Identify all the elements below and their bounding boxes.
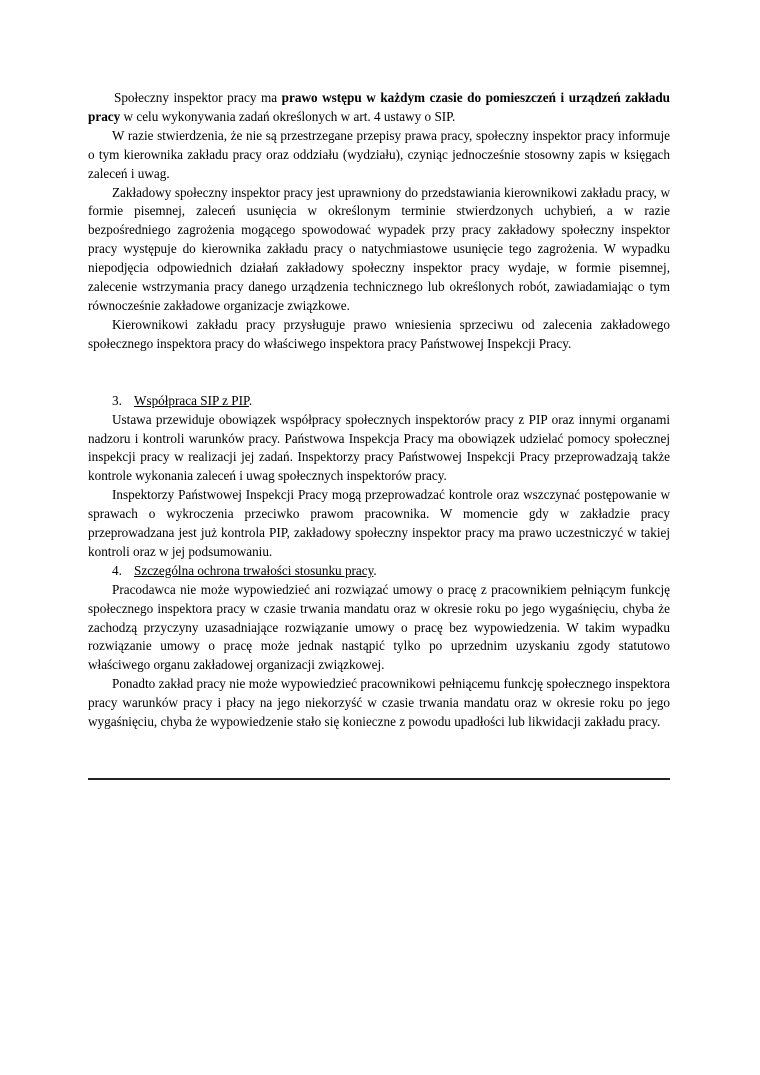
paragraph: Ustawa przewiduje obowiązek współpracy społecznych inspektorów pracy z PIP oraz innymi organami nadzoru i kontroli warunków pracy. Państwowa Inspekcja Pracy ma obowiązek udzielać pomocy społecznej inspekcji pracy w realizacji jej zadań. Inspektorzy pracy Państwowej Inspekcji Pracy przeprowadzają także kontrole wykonania zaleceń i uwag społecznych inspektorów pracy. bbox=[88, 411, 670, 484]
paragraph: Kierownikowi zakładu pracy przysługuje prawo wniesienia sprzeciwu od zalecenia zakładowego społecznego inspektora pracy do właściwego inspektora pracy Państwowej Inspekcji Pracy. bbox=[88, 316, 670, 351]
paragraph: W razie stwierdzenia, że nie są przestrzegane przepisy prawa pracy, społeczny inspektor pracy informuje o tym kierownika zakładu pracy oraz oddziału (wydziału), czyniąc jednocześnie stosowny zapis w księgach zaleceń i uwag. bbox=[88, 127, 670, 181]
section-3 bbox=[88, 392, 670, 562]
document-body bbox=[88, 89, 670, 732]
section-number: 4. bbox=[112, 562, 122, 578]
section-heading bbox=[88, 392, 670, 411]
text-run: w celu wykonywania zadań określonych w art. 4 ustawy o SIP. bbox=[120, 108, 456, 124]
section-rights bbox=[88, 89, 670, 354]
paragraph: Zakładowy społeczny inspektor pracy jest uprawniony do przedstawiania kierownikowi zakładu pracy, w formie pisemnej, zaleceń usunięcia w określonym terminie stwierdzonych uchybień, a w razie bezpośredniego zagrożenia mogącego spowodować wypadek przy pracy zakładowy społeczny inspektor pracy występuje do kierownika zakładu pracy o natychmiastowe usunięcie tego zagrożenia. W wypadku niepodjęcia odpowiednich działań zakładowy społeczny inspektor pracy wydaje, w formie pisemnej, zalecenie wstrzymania pracy danego urządzenia technicznego lub określonych robót, zawiadamiając o tym równocześnie zakładowe organizacje związkowe. bbox=[88, 184, 670, 313]
paragraph: Pracodawca nie może wypowiedzieć ani rozwiązać umowy o pracę z pracownikiem pełniącym funkcję społecznego inspektora pracy w czasie trwania mandatu oraz w okresie roku po jego wygaśnięciu, chyba że zachodzą przyczyny uzasadniające rozwiązanie umowy o pracę bez wypowiedzenia. W takim wypadku rozwiązanie umowy o pracę może jednak nastąpić tylko po uprzednim uzyskaniu zgody statutowo właściwego organu zakładowej organizacji związkowej. bbox=[88, 581, 670, 673]
section-4 bbox=[88, 562, 670, 732]
section-heading bbox=[88, 562, 670, 581]
section-title: Współpraca SIP z PIP bbox=[134, 392, 249, 408]
title-suffix: . bbox=[248, 392, 253, 408]
spacer bbox=[88, 354, 670, 392]
section-title: Szczególna ochrona trwałości stosunku pracy bbox=[134, 562, 374, 578]
paragraph bbox=[88, 89, 670, 127]
bottom-rule bbox=[88, 778, 670, 780]
title-suffix: . bbox=[373, 562, 377, 578]
paragraph: Inspektorzy Państwowej Inspekcji Pracy mogą przeprowadzać kontrole oraz wszczynać postępowanie w sprawach o wykroczenia przeciwko prawom pracownika. W momencie gdy w zakładzie pracy przeprowadzana jest już kontrola PIP, zakładowy społeczny inspektor pracy ma prawo uczestniczyć w takiej kontroli oraz w jej podsumowaniu. bbox=[88, 487, 670, 559]
paragraph: Ponadto zakład pracy nie może wypowiedzieć pracownikowi pełniącemu funkcję społecznego inspektora pracy warunków pracy i płacy na jego niekorzyść w czasie trwania mandatu oraz w okresie roku po jego wygaśnięciu, chyba że wypowiedzenie stało się konieczne z powodu upadłości lub likwidacji zakładu pracy. bbox=[88, 676, 670, 730]
text-run: Społeczny inspektor pracy ma bbox=[114, 90, 282, 105]
bold-text: prawo wstępu w każdym czasie do pomieszczeń i urządzeń zakładu pracy bbox=[88, 90, 670, 124]
section-number: 3. bbox=[112, 392, 122, 408]
